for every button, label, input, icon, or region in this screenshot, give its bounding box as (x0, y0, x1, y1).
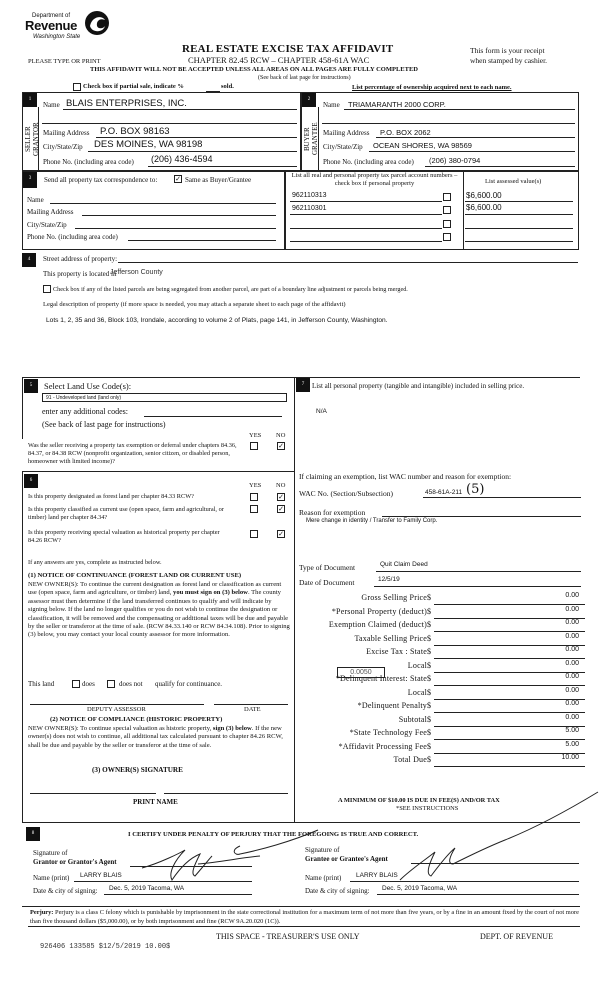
land-use-value: 91 - Undeveloped land (land only) (46, 395, 122, 401)
parcel-number-field[interactable] (290, 241, 442, 242)
fee-value-field[interactable]: 0.00 (565, 619, 579, 626)
exemption-yes-checkbox[interactable] (250, 442, 258, 450)
grantee-sig-label-2: Grantee or Grantee's Agent (305, 855, 388, 863)
seller-name2-line (42, 123, 297, 124)
current-use-question: Is this property classified as current use (open space, farm and agricultural, or timber) land per chapter 84.34? (28, 506, 224, 521)
local-rate-box[interactable] (337, 667, 385, 678)
assessed-value-field[interactable] (465, 241, 573, 242)
currency-sign: $ (427, 633, 431, 643)
notice1-bold: you must sign on (3) below (173, 589, 248, 597)
seller-mailing-field[interactable]: P.O. BOX 98163 (100, 126, 170, 137)
buyer-phone-line (425, 166, 575, 167)
fee-value-field[interactable]: 10.00 (561, 754, 579, 761)
currency-sign: $ (427, 674, 431, 683)
local-rate-value: 0.0050 (350, 669, 372, 676)
seller-city-line (88, 151, 297, 152)
fee-line (434, 618, 585, 619)
currency-sign: $ (427, 687, 431, 697)
buyer-city-field[interactable]: OCEAN SHORES, WA 98569 (373, 141, 472, 150)
same-as-buyer-checkbox[interactable]: ✓ (175, 175, 181, 183)
fee-value-field[interactable]: 5.00 (565, 727, 579, 734)
buyer-name-label: Name (323, 101, 340, 109)
fee-value-field[interactable]: 0.00 (565, 605, 579, 613)
form-subtitle: CHAPTER 82.45 RCW – CHAPTER 458-61A WAC (188, 55, 370, 65)
buyer-name2-line (322, 123, 575, 124)
notice-compliance-title: (2) NOTICE OF COMPLIANCE (HISTORIC PROPERTY) (50, 716, 223, 723)
segregated-checkbox[interactable] (43, 285, 51, 293)
doc-date-field[interactable]: 12/5/19 (378, 576, 400, 583)
middle-column-divider (294, 377, 295, 822)
see-back-5: (See back of last page for instructions) (42, 420, 166, 429)
see-back-header: (See back of last page for instructions) (258, 75, 351, 81)
currency-sign: $ (427, 755, 431, 764)
receipt-line2: when stamped by cashier. (470, 56, 548, 65)
currency-sign: $ (427, 741, 431, 751)
certify-statement: I CERTIFY UNDER PENALTY OF PERJURY THAT THE FOREGOING IS TRUE AND CORRECT. (128, 831, 419, 838)
historic-yes-checkbox[interactable] (250, 530, 258, 538)
owner-signature-label: (3) OWNER(S) SIGNATURE (92, 766, 183, 774)
section-2-number: 2 (302, 93, 316, 107)
personal-property-checkbox[interactable] (443, 233, 451, 241)
cashier-stamp: 926406 133585 $12/5/2019 10.00$ (40, 943, 171, 951)
grantor-date-field[interactable]: Dec. 5, 2019 Tacoma, WA (109, 885, 185, 892)
legal-description-label: Legal description of property (if more space is needed, you may attach a separate sheet to each page of the affidavit) (43, 301, 346, 308)
grantor-date-label: Date & city of signing: (33, 887, 98, 895)
historic-question: Is this property receiving special valuation as historical property per chapter 84.26 RCW? (28, 529, 220, 544)
yes-header-5: YES (249, 432, 262, 439)
additional-codes-field[interactable] (144, 416, 282, 417)
send-correspondence-label: Send all property tax correspondence to: (44, 176, 158, 184)
section-6-number: 6 (24, 474, 38, 488)
print-name-label: PRINT NAME (133, 798, 178, 806)
owner-signature-line-2[interactable] (164, 793, 288, 794)
seller-phone-label: Phone No. (including area code) (43, 158, 134, 166)
fee-row (300, 728, 585, 741)
assessed-value-field[interactable]: $6,600.00 (466, 203, 502, 212)
correspondence-city-label: City/State/Zip (27, 221, 67, 229)
grantee-signature-scribble (395, 790, 600, 885)
fee-label: *Delinquent Interest: State (335, 674, 427, 683)
date-label: DATE (244, 706, 261, 713)
buyer-city-line (369, 151, 575, 152)
seller-mailing-label: Mailing Address (43, 129, 90, 137)
fee-line (434, 699, 585, 700)
fee-label: *Personal Property (deduct) (331, 606, 427, 616)
wac-field[interactable]: 458-61A-211 (425, 489, 463, 496)
buyer-side-label (303, 118, 317, 160)
partial-sale-checkbox[interactable] (73, 83, 81, 91)
parcel-header: List all real and personal property tax parcel account numbers – check box if personal property (291, 172, 458, 187)
fee-value-field[interactable]: 0.00 (565, 700, 579, 707)
assessed-line (465, 214, 573, 215)
grantor-sig-label-2: Grantor or Grantor's Agent (33, 858, 117, 866)
parcel-number-field[interactable] (290, 228, 442, 229)
fee-line (434, 672, 585, 673)
grantee-name-label: Name (print) (305, 874, 342, 882)
fee-label: Local (407, 660, 427, 670)
perjury-bold: Perjury: (30, 909, 54, 916)
dept-revenue-label: DEPT. OF REVENUE (480, 932, 553, 941)
reason-line (382, 516, 581, 517)
treasurer-use-label: THIS SPACE - TREASURER'S USE ONLY (216, 932, 360, 941)
buyer-mailing-label: Mailing Address (323, 129, 370, 137)
doc-date-line (374, 586, 581, 587)
fee-row (300, 755, 585, 768)
correspondence-phone-field[interactable] (128, 240, 276, 241)
assessed-header: List assessed value(s) (485, 178, 542, 185)
if-yes-note: If any answers are yes, complete as instructed below. (28, 559, 162, 566)
dor-logo (20, 8, 120, 48)
wac-line (423, 497, 581, 498)
warning-text: THIS AFFIDAVIT WILL NOT BE ACCEPTED UNLESS ALL AREAS ON ALL PAGES ARE FULLY COMPLETED (90, 66, 418, 73)
fee-label: Excise Tax : State (366, 647, 427, 656)
fee-value-field[interactable]: 0.00 (565, 646, 579, 653)
buyer-mailing-line (376, 137, 575, 138)
perjury-text: Perjury is a class C felony which is punishable by imprisonment in the state correctional institution for a maximum term of not more than five years, or by a fine in an amount fixed by the court of not more than five thousand dollars ($5,000.00), or by both imprisonment and fine (RCW 9A.20.020 (1C)). (30, 909, 579, 925)
fee-line (434, 726, 585, 727)
currency-sign: $ (427, 660, 431, 670)
personal-property-checkbox[interactable] (443, 220, 451, 228)
section-8-number: 8 (26, 827, 40, 841)
fee-label: Local (407, 687, 427, 697)
personal-property-label: List all personal property (tangible and intangible) included in selling price. (312, 382, 525, 390)
logo-state: Washington State (33, 34, 81, 40)
located-in-label: This property is located in (43, 270, 117, 278)
personal-property-checkbox[interactable] (443, 206, 451, 214)
personal-property-checkbox[interactable] (443, 193, 451, 201)
deputy-assessor-sig-line[interactable] (30, 704, 204, 705)
please-type: PLEASE TYPE OR PRINT (28, 58, 101, 65)
sold-label: sold. (221, 83, 234, 90)
section-1-number: 1 (23, 93, 37, 107)
grantee-label: GRANTEE (311, 122, 319, 156)
section-6-top-border (22, 471, 294, 472)
buyer-label: BUYER (303, 127, 311, 151)
fee-label: Gross Selling Price (361, 593, 427, 602)
currency-sign: $ (427, 714, 431, 724)
exemption-no-checkbox[interactable]: ✓ (278, 442, 284, 450)
currency-sign: $ (427, 606, 431, 616)
section-3-number: 3 (23, 172, 37, 188)
same-as-buyer-label: Same as Buyer/Grantee (185, 176, 252, 184)
fee-line (434, 658, 585, 659)
fee-value-field[interactable]: 0.00 (565, 713, 579, 721)
left-column-border (22, 377, 23, 439)
fee-value-field[interactable]: 5.00 (565, 740, 579, 748)
notice2-bold: sign (3) below (212, 725, 252, 732)
fee-label: *Delinquent Penalty (357, 701, 427, 710)
fee-row (300, 688, 585, 701)
perjury-statement (30, 909, 584, 926)
fee-row (300, 701, 585, 714)
land-use-select[interactable] (42, 393, 287, 402)
no-header-5: NO (276, 432, 286, 439)
assessed-value-field[interactable]: $6,600.00 (466, 191, 502, 200)
reason-label: Reason for exemption (299, 508, 366, 517)
grantor-label: GRANTOR (32, 122, 40, 156)
seller-city-label: City/State/Zip (43, 143, 83, 151)
fee-line (434, 645, 585, 646)
fee-row (300, 634, 585, 647)
currency-sign: $ (427, 593, 431, 602)
logo-wave-icon (84, 10, 110, 36)
forest-yes-checkbox[interactable] (250, 493, 258, 501)
notice1-part-a: NEW OWNER(S): To continue the current designation as forest land or classification as current use (open space, farm and agriculture, or timber) land, (28, 581, 282, 597)
seller-city-field[interactable]: DES MOINES, WA 98198 (94, 139, 203, 150)
segregated-label: Check box if any of the listed parcels are being segregated from another parcel, are part of a boundary line adjustment or parcels being merged. (53, 286, 408, 293)
receipt-line1: This form is your receipt (470, 46, 545, 55)
no-header-6: NO (276, 482, 286, 489)
currency-sign: $ (427, 701, 431, 710)
correspondence-name-field[interactable] (50, 203, 276, 204)
section-5-number: 5 (24, 379, 38, 393)
fee-value-field[interactable]: 0.00 (565, 673, 579, 680)
correspondence-name-label: Name (27, 196, 44, 204)
fee-row (300, 620, 585, 633)
fee-line (434, 766, 585, 767)
notice2-part-a: NEW OWNER(S): To continue special valuation as historic property, (28, 725, 212, 732)
grantee-date-label: Date & city of signing: (305, 887, 370, 895)
does-checkbox[interactable] (72, 680, 80, 688)
section-4-number: 4 (22, 253, 36, 267)
fee-line (434, 685, 585, 686)
seller-name-line (63, 109, 297, 110)
fee-row (300, 715, 585, 728)
logo-dept: Department of (32, 13, 71, 19)
fee-label: Subtotal (398, 714, 427, 724)
buyer-mailing-field[interactable]: P.O. BOX 2062 (380, 128, 431, 137)
parcel-line (290, 214, 442, 215)
grantee-name-field[interactable]: LARRY BLAIS (356, 872, 398, 879)
does-not-checkbox[interactable] (107, 680, 115, 688)
currency-sign: $ (427, 728, 431, 737)
fee-line (434, 739, 585, 740)
parcel-number-field[interactable]: 962110301 (292, 205, 327, 212)
perjury-underline (28, 926, 580, 927)
seller-name-field[interactable]: BLAIS ENTERPRISES, INC. (66, 98, 187, 109)
fee-line (434, 712, 585, 713)
located-in-field[interactable]: Jefferson County (110, 269, 163, 276)
footer-top-border (22, 906, 580, 907)
additional-codes-label: enter any additional codes: (42, 407, 128, 416)
notice-compliance-text (28, 725, 290, 750)
does-not-label: does not (119, 680, 143, 688)
notice2-part-b: . If the new owner(s) does not wish to continue, all additional tax calculated pursuant to chapter 84.26 RCW, shall be due and payable by the seller or transferor at the time of sale. (28, 725, 283, 749)
this-land-label: This land (28, 680, 55, 688)
grantor-name-field[interactable]: LARRY BLAIS (80, 872, 122, 879)
legal-description-field[interactable]: Lots 1, 2, 35 and 36, Block 103, Irondale, according to volume 2 of Plats, page 141, in Jefferson County, Washington. (46, 317, 388, 324)
doc-type-line (376, 571, 581, 572)
doc-type-label: Type of Document (299, 563, 356, 572)
seller-side-label (24, 118, 38, 160)
grantee-sig-label-1: Signature of (305, 846, 340, 854)
forest-land-question: Is this property designated as forest land per chapter 84.33 RCW? (28, 493, 194, 500)
partial-sale-label: Check box if partial sale, indicate % (83, 83, 184, 90)
fee-value-field[interactable]: 0.00 (565, 686, 579, 694)
owner-signature-line[interactable] (30, 793, 156, 794)
date-sig-line[interactable] (214, 704, 288, 705)
correspondence-phone-label: Phone No. (including area code) (27, 233, 118, 241)
fee-label: *Affidavit Processing Fee (338, 741, 427, 751)
wac-label: WAC No. (Section/Subsection) (299, 489, 393, 498)
notice-continuance-text (28, 581, 290, 640)
historic-no-checkbox[interactable]: ✓ (278, 530, 284, 538)
fee-row (300, 607, 585, 620)
see-instructions-note: *SEE INSTRUCTIONS (396, 805, 459, 812)
fee-line (434, 631, 585, 632)
qualify-label: qualify for continuance. (155, 680, 223, 688)
personal-property-field[interactable]: N/A (316, 408, 327, 415)
grantor-date-line (104, 894, 252, 895)
exemption-question: Was the seller receiving a property tax exemption or deferral under chapters 84.36, 84.37, or 84.38 RCW (nonprofit organization, senior citizen, or disabled person, homeowner with limited income)? (28, 442, 237, 465)
land-use-label: Select Land Use Code(s): (44, 381, 132, 391)
street-address-label: Street address of property: (43, 255, 118, 263)
notice-continuance-title: (1) NOTICE OF CONTINUANCE (FOREST LAND OR CURRENT USE) (28, 572, 242, 579)
wac-handwritten: (5) (466, 482, 485, 497)
correspondence-city-field[interactable] (75, 228, 276, 229)
fee-label: *State Technology Fee (349, 728, 427, 737)
fee-label: Taxable Selling Price (354, 633, 427, 643)
fee-line (434, 604, 585, 605)
seller-name-label: Name (43, 101, 60, 109)
section-7-number: 7 (296, 378, 310, 392)
fee-value-field[interactable]: 0.00 (565, 592, 579, 599)
forest-no-checkbox[interactable]: ✓ (278, 493, 284, 501)
assessed-value-field[interactable] (465, 228, 573, 229)
fee-label: Exemption Claimed (deduct) (328, 620, 427, 629)
buyer-name-field[interactable]: TRIAMARANTH 2000 CORP. (348, 100, 446, 109)
seller-label: SELLER (24, 126, 32, 152)
currency-sign: $ (427, 620, 431, 629)
doc-type-field[interactable]: Quit Claim Deed (380, 561, 428, 568)
fee-row (300, 593, 585, 606)
buyer-phone-field[interactable]: (206) 380-0794 (429, 156, 481, 165)
fee-label: Total Due (393, 755, 427, 764)
street-address-field[interactable] (118, 262, 578, 263)
yes-header-6: YES (249, 482, 262, 489)
buyer-name-line (344, 109, 575, 110)
minimum-due-note: A MINIMUM OF $10.00 IS DUE IN FEE(S) AND/OR TAX (338, 797, 500, 804)
grantor-signature-scribble (140, 828, 320, 888)
percentage-note: List percentage of ownership acquired next to each name. (352, 84, 512, 91)
seller-phone-line (148, 166, 297, 167)
fee-value-field[interactable]: 0.00 (565, 632, 579, 640)
buyer-phone-label: Phone No. (including area code) (323, 158, 414, 166)
notice1-part-b: . The county assessor must then determine if the land transferred continues to qualify and will indicate by signing below. If the land no longer qualifies or you do not wish to continue the designation or classification, it will be removed and the compensating or additional taxes will be due and payable by the seller or transferor at the time of sale. (RCW 84.33.140 or RCW 84.34.108). Prior to signing (3) below, you may contact your local county assessor for more information. (28, 589, 290, 639)
fee-row (300, 647, 585, 660)
reason-field[interactable]: Mere change in identity / Transfer to Family Corp. (306, 518, 438, 524)
current-use-no-checkbox[interactable]: ✓ (278, 505, 284, 513)
parcel-line (290, 201, 442, 202)
form-title: REAL ESTATE EXCISE TAX AFFIDAVIT (182, 43, 394, 55)
seller-phone-field[interactable]: (206) 436-4594 (151, 154, 213, 164)
grantee-date-line (377, 894, 579, 895)
parcel-number-field[interactable]: 962110313 (292, 192, 327, 199)
exemption-claim-label: If claiming an exemption, list WAC number and reason for exemption: (299, 472, 512, 481)
grantee-date-field[interactable]: Dec. 5, 2019 Tacoma, WA (382, 885, 458, 892)
deputy-assessor-label: DEPUTY ASSESSOR (87, 706, 146, 713)
current-use-yes-checkbox[interactable] (250, 505, 258, 513)
doc-date-label: Date of Document (299, 578, 355, 587)
seller-mailing-line (96, 137, 297, 138)
grantor-name-label: Name (print) (33, 874, 70, 882)
assessed-line (465, 201, 573, 202)
correspondence-mailing-field[interactable] (82, 215, 276, 216)
grantor-sig-label-1: Signature of (33, 849, 68, 857)
currency-sign: $ (427, 647, 431, 656)
fee-value-field[interactable]: 0.00 (565, 659, 579, 667)
correspondence-mailing-label: Mailing Address (27, 208, 74, 216)
section-6-left-border (22, 471, 23, 822)
logo-revenue: Revenue (25, 18, 78, 33)
buyer-city-label: City/State/Zip (323, 143, 363, 151)
fee-row (300, 742, 585, 755)
does-label: does (82, 680, 95, 688)
